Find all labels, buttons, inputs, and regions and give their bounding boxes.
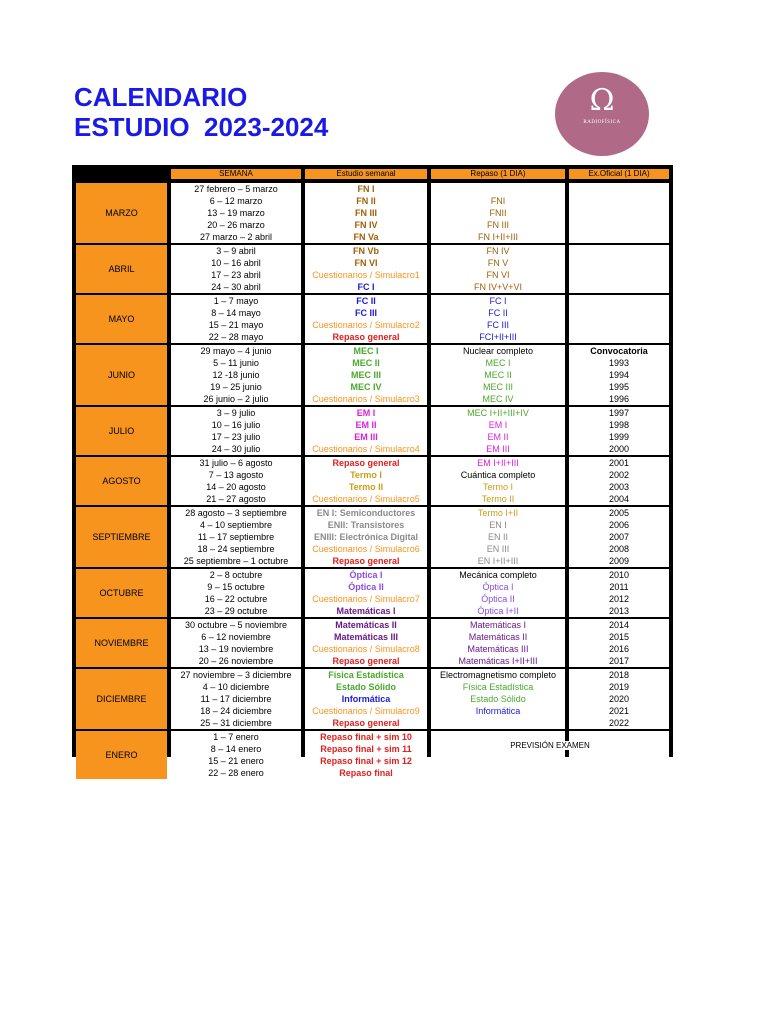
oficial-entry [569,319,669,331]
oficial-entry [569,257,669,269]
estudio-entry: MEC IV [350,382,382,392]
week-range: 15 – 21 enero [208,756,264,766]
oficial-entry: 2011 [609,582,629,592]
oficial-cell [569,345,669,405]
oficial-entry: 1997 [608,408,630,418]
repaso-entry: Óptica II [481,594,515,604]
repaso-entry: FN III [487,220,509,230]
estudio-entry: Cuestionarios / Simulacro8 [312,644,420,654]
repaso-entry: MEC III [482,382,513,392]
estudio-entry: FN IV [354,220,378,230]
repaso-entry: Matemáticas I [469,620,527,630]
month-label: JULIO [76,407,167,455]
estudio-entry: FC I [357,282,375,292]
repaso-entry: Estado Sólido [470,694,526,704]
estudio-cell [305,619,427,667]
estudio-entry: Cuestionarios / Simulacro9 [312,706,420,716]
repaso-entry: Termo II [481,494,515,504]
repaso-entry: EN I+II+III [477,556,519,566]
repaso-entry: EN I [489,520,507,530]
week-range: 11 – 17 septiembre [197,532,275,542]
oficial-entry [569,331,669,343]
oficial-entry: 2013 [608,606,630,616]
oficial-entry [569,245,669,257]
week-range: 7 – 13 agosto [208,470,264,480]
week-cell [171,345,301,405]
week-range: 4 – 10 diciembre [202,682,270,692]
oficial-entry: 2005 [608,508,630,518]
week-range: 1 – 7 enero [213,732,259,742]
estudio-entry: Matemáticas III [333,632,399,642]
week-cell [171,731,301,779]
estudio-entry: Repaso general [332,458,400,468]
oficial-entry: 1994 [608,370,630,380]
estudio-cell [305,295,427,343]
repaso-entry: Matemáticas II [468,632,528,642]
week-range: 11 – 17 diciembre [200,694,272,704]
estudio-entry: Cuestionarios / Simulacro4 [312,444,420,454]
repaso-entry: FN V [487,258,509,268]
repaso-entry: Cuántica completo [460,470,536,480]
oficial-entry: Convocatoria [590,346,648,356]
repaso-entry: FC II [488,308,508,318]
week-range: 27 febrero – 5 marzo [194,184,278,194]
week-range: 3 – 9 julio [216,408,256,418]
estudio-entry: Repaso final + sim 12 [320,756,412,766]
week-range: 22 – 28 mayo [208,332,264,342]
repaso-entry: Óptica I+II [477,606,519,616]
repaso-entry: Física Estadística [462,682,534,692]
week-range: 24 – 30 julio [211,444,261,454]
week-range: 24 – 30 abril [211,282,261,292]
week-range: 25 septiembre – 1 octubre [183,556,289,566]
repaso-entry [431,755,565,767]
oficial-entry: 2015 [608,632,630,642]
estudio-entry: EN I: Semiconductores [316,508,416,518]
oficial-entry: 2018 [608,670,630,680]
oficial-entry: 2010 [608,570,630,580]
estudio-entry: Termo II [348,482,384,492]
week-cell [171,457,301,505]
repaso-entry: EN III [486,544,510,554]
oficial-entry: 2001 [608,458,630,468]
repaso-entry: FN I+II+III [477,232,518,242]
week-range: 14 – 20 agosto [206,482,266,492]
week-range: 9 – 15 octubre [207,582,265,592]
oficial-entry: 2000 [608,444,630,454]
estudio-cell [305,731,427,779]
week-range: 13 – 19 noviembre [198,644,274,654]
week-range: 23 – 29 octubre [204,606,268,616]
header-semana: SEMANA [171,169,301,179]
month-label: SEPTIEMBRE [76,507,167,567]
estudio-entry: FN III [355,208,377,218]
repaso-entry: Termo I+II [477,508,519,518]
week-cell [171,507,301,567]
repaso-cell [431,619,565,667]
oficial-entry: 2009 [608,556,630,566]
week-range: 8 – 14 mayo [211,308,261,318]
week-range: 18 – 24 diciembre [200,706,272,716]
logo-text: RADIOFÍSICA [583,120,621,125]
title-line-2: ESTUDIO 2023-2024 [74,112,329,142]
week-range: 30 octubre – 5 noviembre [184,620,288,630]
month-label: DICIEMBRE [76,669,167,729]
week-range: 15 – 21 mayo [208,320,264,330]
oficial-entry: 1995 [608,382,630,392]
repaso-entry: FCI+II+III [479,332,517,342]
repaso-entry: FN IV+V+VI [473,282,523,292]
repaso-entry: Informática [475,706,521,716]
estudio-entry: EM II [355,420,377,430]
oficial-cell [569,457,669,505]
estudio-cell [305,183,427,243]
estudio-entry: Óptica II [348,582,384,592]
oficial-entry: 1999 [608,432,630,442]
repaso-entry [431,717,565,729]
estudio-entry: FN Vb [353,246,379,256]
oficial-entry: 2002 [608,470,630,480]
week-range: 3 – 9 abril [216,246,256,256]
week-range: 27 noviembre – 3 diciembre [180,670,292,680]
estudio-entry: Informática [341,694,391,704]
estudio-entry: Cuestionarios / Simulacro2 [312,320,420,330]
week-range: 22 – 28 enero [208,768,264,778]
oficial-entry [569,767,669,779]
month-label: OCTUBRE [76,569,167,617]
week-range: 27 marzo – 2 abril [199,232,273,242]
week-range: 20 – 26 noviembre [198,656,274,666]
oficial-cell [569,183,669,243]
week-range: 10 – 16 abril [211,258,261,268]
estudio-entry: FN VI [354,258,378,268]
week-cell [171,569,301,617]
oficial-entry: 2007 [608,532,630,542]
oficial-entry [569,281,669,293]
oficial-entry [569,755,669,767]
week-range: 25 – 31 diciembre [200,718,272,728]
repaso-entry: MEC IV [482,394,514,404]
repaso-entry: EM I+II+III [477,458,519,468]
estudio-entry: Cuestionarios / Simulacro6 [312,544,420,554]
week-range: 17 – 23 julio [211,432,261,442]
week-range: 17 – 23 abril [211,270,261,280]
estudio-entry: MEC II [352,358,380,368]
week-range: 18 – 24 septiembre [197,544,275,554]
oficial-entry [569,231,669,243]
estudio-entry: ENII: Transistores [327,520,405,530]
week-range: 19 – 25 junio [210,382,262,392]
page-title [74,82,328,142]
estudio-entry: Matemáticas II [335,620,397,630]
repaso-entry: EM III [486,444,510,454]
oficial-entry [569,219,669,231]
repaso-cell [431,669,565,729]
month-label: ENERO [76,731,167,779]
month-label: MAYO [76,295,167,343]
repaso-entry: FC I [489,296,507,306]
repaso-entry: Matemáticas III [467,644,529,654]
oficial-cell [569,619,669,667]
oficial-entry [569,183,669,195]
estudio-cell [305,407,427,455]
repaso-entry: EN II [487,532,508,542]
week-cell [171,183,301,243]
estudio-entry: Repaso general [332,332,400,342]
week-range: 6 – 12 noviembre [201,632,271,642]
week-range: 21 – 27 agosto [206,494,266,504]
week-cell [171,407,301,455]
month-label: MARZO [76,183,167,243]
repaso-entry: Óptica I [482,582,514,592]
repaso-entry: FN VI [486,270,510,280]
oficial-entry [569,269,669,281]
estudio-entry: MEC I [353,346,379,356]
estudio-cell [305,569,427,617]
estudio-entry: EM III [354,432,378,442]
repaso-entry [431,183,565,195]
oficial-cell [569,407,669,455]
oficial-entry: 2021 [608,706,630,716]
estudio-entry: Repaso general [332,656,400,666]
oficial-entry: 2012 [608,594,630,604]
repaso-entry: FNI [490,196,506,206]
week-range: 20 – 26 marzo [207,220,265,230]
oficial-entry: 1993 [608,358,630,368]
estudio-entry: Termo I [350,470,382,480]
week-range: 26 junio – 2 julio [203,394,269,404]
header-repaso: Repaso (1 DIA) [431,169,565,179]
estudio-entry: EM I [356,408,376,418]
oficial-cell [569,731,669,779]
repaso-entry: FC III [487,320,509,330]
week-range: 10 – 16 julio [211,420,261,430]
estudio-entry: FN II [356,196,376,206]
week-cell [171,669,301,729]
oficial-entry: 2008 [608,544,630,554]
estudio-entry: Óptica I [349,570,383,580]
oficial-entry: 2019 [608,682,630,692]
repaso-cell [431,457,565,505]
repaso-cell [431,569,565,617]
oficial-entry: 2006 [608,520,630,530]
radiofisica-logo [555,72,649,156]
oficial-cell [569,507,669,567]
estudio-entry: Repaso final [339,768,393,778]
week-cell [171,619,301,667]
repaso-cell [431,345,565,405]
oficial-entry: 2016 [608,644,630,654]
repaso-entry: FN IV [486,246,510,256]
prevision-examen: PREVISIÓN EXAMEN [431,741,669,750]
month-label: AGOSTO [76,457,167,505]
repaso-entry: Termo I [482,482,513,492]
week-range: 12 -18 junio [212,370,260,380]
week-range: 29 mayo – 4 junio [200,346,272,356]
oficial-cell [569,245,669,293]
estudio-entry: Repaso general [332,718,400,728]
estudio-entry: Repaso final + sim 11 [320,744,412,754]
study-calendar-table [72,165,673,778]
estudio-cell [305,457,427,505]
oficial-entry [569,207,669,219]
week-range: 8 – 14 enero [210,744,262,754]
estudio-entry: Cuestionarios / Simulacro5 [312,494,420,504]
oficial-entry [569,295,669,307]
estudio-cell [305,345,427,405]
estudio-entry: FN I [357,184,375,194]
oficial-entry: 2003 [608,482,630,492]
repaso-cell [431,295,565,343]
repaso-entry: MEC II [484,370,512,380]
estudio-entry: FC III [355,308,377,318]
week-cell [171,245,301,293]
estudio-entry: Cuestionarios / Simulacro3 [312,394,420,404]
repaso-cell [431,507,565,567]
repaso-entry: Mecánica completo [459,570,537,580]
estudio-cell [305,507,427,567]
month-label: NOVIEMBRE [76,619,167,667]
oficial-entry: 2017 [608,656,630,666]
repaso-entry: EM I [488,420,508,430]
estudio-entry: Cuestionarios / Simulacro1 [312,270,420,280]
week-range: 5 – 11 junio [213,358,259,368]
header-oficial: Ex.Oficial (1 DIA) [569,169,669,179]
estudio-entry: ENIII: Electrónica Digital [313,532,419,542]
estudio-entry: Repaso general [332,556,400,566]
estudio-cell [305,245,427,293]
oficial-cell [569,669,669,729]
estudio-entry: Matemáticas I [336,606,396,616]
repaso-entry: MEC I [485,358,511,368]
oficial-cell [569,295,669,343]
omega-icon: Ω [589,83,615,118]
oficial-entry: 2020 [608,694,630,704]
week-range: 6 – 12 marzo [209,196,263,206]
repaso-cell [431,245,565,293]
estudio-cell [305,669,427,729]
week-range: 4 – 10 septiembre [199,520,273,530]
month-label: JUNIO [76,345,167,405]
estudio-entry: Repaso final + sim 10 [320,732,412,742]
week-range: 31 julio – 6 agosto [199,458,273,468]
estudio-entry: FC II [356,296,376,306]
estudio-entry: MEC III [350,370,381,380]
repaso-entry: FNII [489,208,507,218]
oficial-entry: 1996 [608,394,630,404]
header-estudio: Estudio semanal [305,169,427,179]
week-cell [171,295,301,343]
repaso-entry [431,767,565,779]
repaso-entry: MEC I+II+III+IV [467,408,529,418]
oficial-entry [569,195,669,207]
estudio-entry: Estado Sólido [335,682,396,692]
repaso-entry: Nuclear completo [462,346,534,356]
oficial-entry: 2014 [608,620,630,630]
estudio-entry: Física Estadística [328,670,404,680]
week-range: 16 – 22 octubre [204,594,268,604]
week-range: 2 – 8 octubre [209,570,263,580]
estudio-entry: Cuestionarios / Simulacro7 [312,594,420,604]
oficial-cell [569,569,669,617]
estudio-entry: FN Va [353,232,379,242]
oficial-entry: 2022 [608,718,630,728]
week-range: 1 – 7 mayo [213,296,259,306]
week-range: 13 – 19 marzo [207,208,265,218]
repaso-entry: Matemáticas I+II+III [458,656,538,666]
repaso-cell [431,731,565,779]
repaso-entry: Electromagnetismo completo [439,670,557,680]
oficial-entry: 2004 [608,494,630,504]
week-range: 28 agosto – 3 septiembre [185,508,287,518]
repaso-cell [431,183,565,243]
title-line-1: CALENDARIO [74,82,248,112]
month-label: ABRIL [76,245,167,293]
repaso-entry: EM II [487,432,509,442]
oficial-entry: 1998 [608,420,630,430]
repaso-cell [431,407,565,455]
oficial-entry [569,307,669,319]
